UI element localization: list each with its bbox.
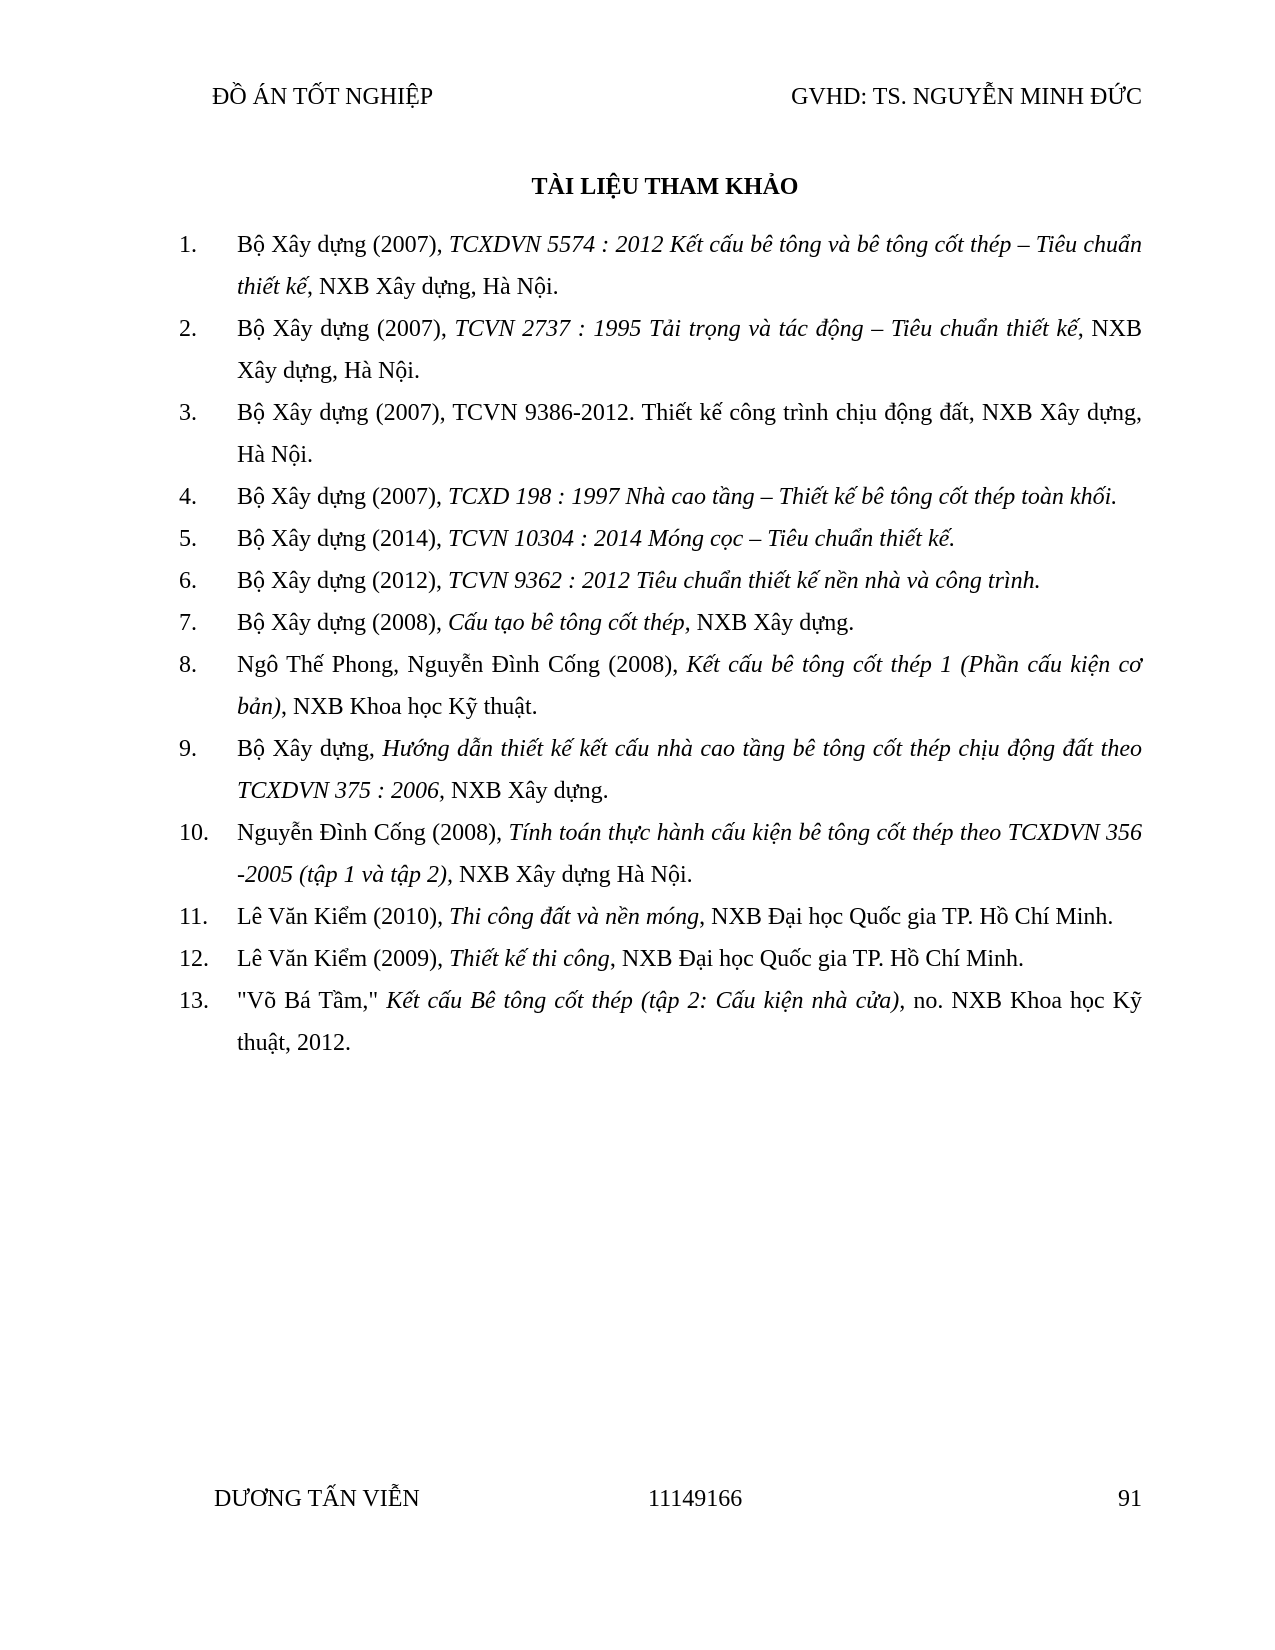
reference-text: Bộ Xây dựng (2008), <box>237 610 448 636</box>
reference-text: Lê Văn Kiểm (2010), <box>237 904 450 930</box>
page-footer <box>214 1486 1142 1520</box>
footer-author: DƯƠNG TẤN VIỄN <box>214 1486 420 1512</box>
footer-page-number: 91 <box>1118 1486 1142 1512</box>
reference-number: 2. <box>179 316 197 342</box>
reference-publisher: , NXB Xây dựng, Hà Nội. <box>237 316 1143 384</box>
reference-number: 12. <box>179 946 209 972</box>
reference-text: Bộ Xây dựng (2007), <box>237 232 449 258</box>
reference-item <box>179 476 1142 518</box>
reference-item <box>179 560 1142 602</box>
reference-list <box>179 224 1142 1064</box>
reference-publisher: , NXB Khoa học Kỹ thuật. <box>281 694 538 720</box>
footer-student-id: 11149166 <box>648 1486 743 1512</box>
reference-number: 9. <box>179 736 197 762</box>
reference-item <box>179 518 1142 560</box>
reference-number: 13. <box>179 988 209 1014</box>
reference-item <box>179 896 1142 938</box>
reference-title: TCVN 10304 : 2014 Móng cọc – Tiêu chuẩn thiết kế. <box>447 526 956 552</box>
header-project-title: ĐỒ ÁN TỐT NGHIỆP <box>212 84 434 110</box>
reference-title: TCXDVN 5574 : 2012 Kết cấu bê tông và bê tông cốt thép – Tiêu chuẩn thiết kế <box>237 232 1143 300</box>
reference-text: Lê Văn Kiểm (2009), <box>237 946 450 972</box>
reference-title: Thiết kế thi công <box>449 946 610 972</box>
reference-item <box>179 224 1142 308</box>
reference-number: 4. <box>179 484 197 510</box>
reference-text: Bộ Xây dựng (2007), TCVN 9386-2012. Thiết kế công trình chịu động đất, NXB Xây dựng, Hà Nội. <box>237 400 1142 468</box>
page-header <box>212 84 1142 118</box>
reference-item <box>179 938 1142 980</box>
reference-title: Cấu tạo bê tông cốt thép, <box>447 610 691 636</box>
reference-title: Thi công đất và nền móng <box>449 904 700 930</box>
reference-title: Tính toán thực hành cấu kiện bê tông cốt thép theo TCXDVN 356 -2005 (tập 1 và tập 2), <box>237 820 1142 888</box>
reference-number: 7. <box>179 610 197 636</box>
reference-publisher: , NXB Đại học Quốc gia TP. Hồ Chí Minh. <box>699 904 1114 930</box>
reference-publisher: NXB Xây dựng. <box>445 778 609 804</box>
reference-item <box>179 644 1142 728</box>
reference-title: Kết cấu Bê tông cốt thép (tập 2: Cấu kiện nhà cửa), <box>386 988 906 1014</box>
reference-text: Ngô Thế Phong, Nguyễn Đình Cống (2008), <box>237 652 687 678</box>
reference-text: Bộ Xây dựng, <box>237 736 383 762</box>
reference-item <box>179 602 1142 644</box>
reference-item <box>179 308 1142 392</box>
page-title: TÀI LIỆU THAM KHẢO <box>531 174 799 200</box>
reference-text: Bộ Xây dựng (2007), <box>237 484 448 510</box>
reference-publisher: , NXB Đại học Quốc gia TP. Hồ Chí Minh. <box>609 946 1025 972</box>
reference-title: Kết cấu bê tông cốt thép 1 (Phần cấu kiện cơ bản) <box>237 652 1142 720</box>
reference-number: 5. <box>179 526 197 552</box>
reference-title: TCVN 9362 : 2012 Tiêu chuẩn thiết kế nền nhà và công trình. <box>447 568 1041 594</box>
reference-title: TCXD 198 : 1997 Nhà cao tầng – Thiết kế bê tông cốt thép toàn khối. <box>447 484 1118 510</box>
reference-publisher: no. NXB Khoa học Kỹ thuật, 2012. <box>237 988 1143 1056</box>
reference-number: 10. <box>179 820 209 846</box>
reference-text: Bộ Xây dựng (2014), <box>237 526 448 552</box>
reference-number: 8. <box>179 652 197 678</box>
reference-title: TCVN 2737 : 1995 Tải trọng và tác động – Tiêu chuẩn thiết kế <box>454 316 1078 342</box>
reference-text: Nguyễn Đình Cống (2008), <box>237 820 509 846</box>
reference-number: 1. <box>179 232 197 258</box>
reference-publisher: NXB Xây dựng. <box>690 610 855 636</box>
reference-item <box>179 980 1142 1064</box>
reference-text: Bộ Xây dựng (2012), <box>237 568 448 594</box>
reference-number: 3. <box>179 400 197 426</box>
reference-item <box>179 728 1142 812</box>
reference-text: Bộ Xây dựng (2007), <box>237 316 455 342</box>
reference-item <box>179 392 1142 476</box>
reference-title: Hướng dẫn thiết kế kết cấu nhà cao tầng bê tông cốt thép chịu động đất theo TCXDVN 375 : 2006, <box>237 736 1143 804</box>
header-supervisor: GVHD: TS. NGUYỄN MINH ĐỨC <box>791 84 1142 110</box>
reference-text: "Võ Bá Tầm," <box>237 988 387 1014</box>
reference-item <box>179 812 1142 896</box>
reference-publisher: NXB Xây dựng Hà Nội. <box>452 862 693 888</box>
reference-number: 11. <box>179 904 209 930</box>
reference-number: 6. <box>179 568 197 594</box>
reference-publisher: , NXB Xây dựng, Hà Nội. <box>306 274 559 300</box>
